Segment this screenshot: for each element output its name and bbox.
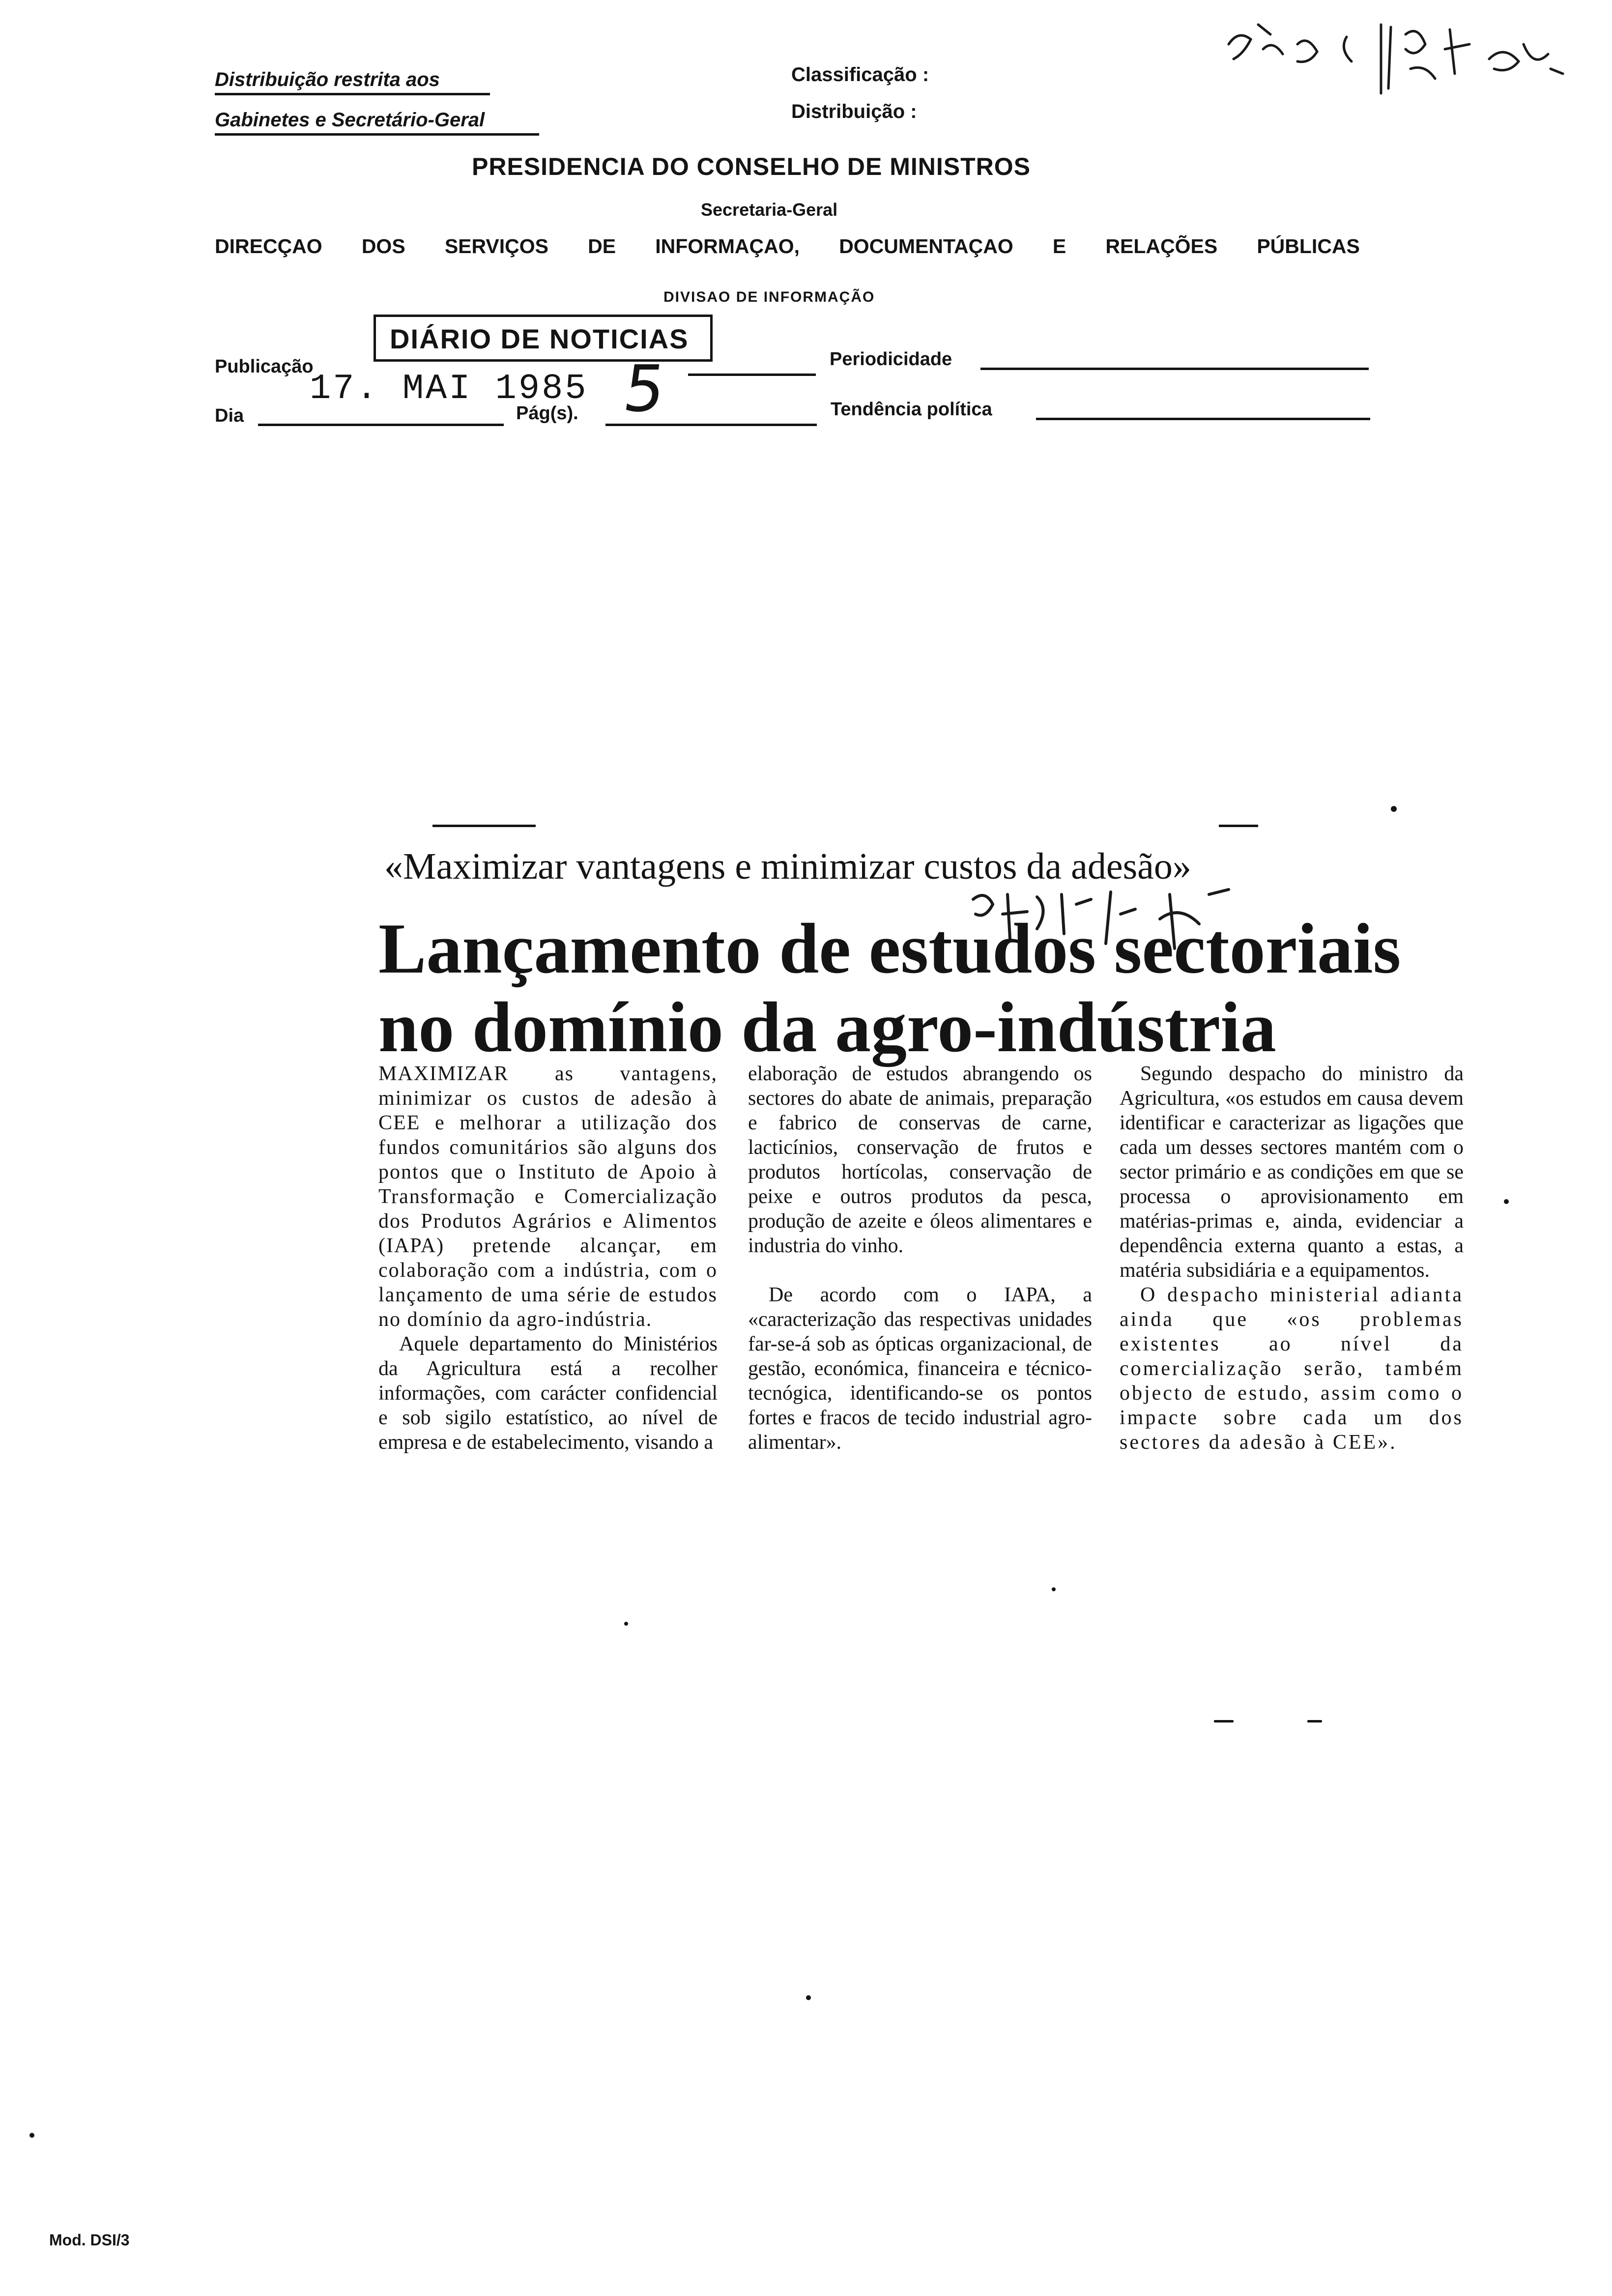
distribution-label: Distribuição : — [791, 101, 917, 122]
handwritten-annotation-icon — [1224, 15, 1568, 98]
scan-speck — [29, 2133, 34, 2138]
scan-speck — [624, 1622, 628, 1626]
directorate-word: PÚBLICAS — [1257, 235, 1360, 258]
paragraph: elaboração de estudos abrangendo os sectores do abate de animais, preparação e fabrico de conservas de carne, lacticínios, conservação de frutos e produtos hortícolas, conservação de peixe e outros produtos da pesca, produção de azeite e óleos alimentares e industria do vinho. — [748, 1062, 1092, 1257]
restriction-line-1: Distribuição restrita aos — [215, 69, 490, 95]
day-label: Dia — [215, 405, 244, 426]
scan-speck — [1307, 1720, 1322, 1722]
scan-speck — [806, 1995, 811, 2000]
directorate-word: E — [1052, 235, 1066, 258]
directorate-word: DE — [588, 235, 616, 258]
political-tendency-label: Tendência política — [831, 399, 992, 420]
headline-line-1: Lançamento de estudos sectoriais — [378, 909, 1401, 988]
presidency-title: PRESIDENCIA DO CONSELHO DE MINISTROS — [472, 153, 1031, 180]
date-stamp: 17. MAI 1985 — [310, 369, 588, 409]
secretariat-title: Secretaria-Geral — [701, 200, 838, 220]
periodicity-line — [980, 368, 1369, 370]
periodicity-label: Periodicidade — [830, 349, 952, 370]
page-number-handwritten: 5 — [619, 351, 670, 426]
paragraph: O despacho ministerial adianta ainda que «os problemas existentes ao nível da comercialização serão, também objecto de estudo, assim como o impacte sobre cada um dos sectores da adesão à CEE». — [1120, 1284, 1464, 1454]
scan-speck — [1391, 806, 1397, 812]
classification-label: Classificação : — [791, 64, 929, 86]
publication-line — [688, 373, 816, 376]
directorate-word: DOS — [361, 235, 405, 258]
paragraph: MAXIMIZAR as vantagens, minimizar os custos de adesão à CEE e melhorar a utilização dos fundos comunitários são alguns dos pontos que o Instituto de Apoio à Transformação e Comercialização dos Produtos Agrários e Alimentos (IAPA) pretende alcançar, em colaboração com a indústria, com o lançamento de uma série de estudos no domínio da agro-indústria. — [378, 1062, 718, 1331]
directorate-word: DIRECÇAO — [215, 235, 322, 258]
article-column-1 — [378, 1062, 718, 1455]
scan-speck — [1214, 1720, 1234, 1722]
directorate-word: RELAÇÕES — [1105, 235, 1218, 258]
scan-speck — [1504, 1199, 1509, 1204]
directorate-word: DOCUMENTAÇAO — [839, 235, 1013, 258]
restriction-line-2: Gabinetes e Secretário-Geral — [215, 109, 539, 136]
day-line — [258, 424, 504, 426]
article-column-2 — [748, 1062, 1092, 1455]
page-line — [605, 424, 817, 426]
scan-speck — [1052, 1587, 1056, 1591]
article-column-3 — [1120, 1062, 1464, 1455]
directorate-word: INFORMAÇAO, — [655, 235, 800, 258]
paragraph: Aquele departamento do Ministérios da Agricultura está a recolher informações, com carácter confidencial e sob sigilo estatístico, ao nível de empresa e de estabelecimento, visando a — [378, 1333, 718, 1454]
newspaper-name: DIÁRIO DE NOTICIAS — [390, 323, 689, 354]
paragraph: De acordo com o IAPA, a «caracterização das respectivas unidades far-se-á sob as ópticas organizacional, de gestão, económica, financeira e técnico-tecnógica, identificando-se os pontos fortes e fracos de tecido industrial agro-alimentar». — [748, 1284, 1092, 1454]
rule-right — [1219, 825, 1258, 827]
form-code: Mod. DSI/3 — [49, 2231, 130, 2249]
directorate-word: SERVIÇOS — [444, 235, 548, 258]
page-label: Pág(s). — [516, 403, 578, 424]
headline-line-2: no domínio da agro-indústria — [378, 987, 1276, 1067]
article-kicker: «Maximizar vantagens e minimizar custos da adesão» — [384, 846, 1191, 887]
article-headline — [378, 909, 1401, 1066]
publication-label: Publicação — [215, 356, 314, 377]
rule-left — [432, 825, 536, 827]
political-tendency-line — [1036, 418, 1370, 420]
paragraph: Segundo despacho do ministro da Agricultura, «os estudos em causa devem identificar e caracterizar as ligações que cada um desses sectores mantém com o sector primário e as condições em que se processa o aprovisionamento em matérias-primas e, ainda, evidenciar a dependência externa quanto a estas, a matéria subsidiária e a equipamentos. — [1120, 1062, 1464, 1282]
division-title: DIVISAO DE INFORMAÇÃO — [663, 289, 875, 305]
directorate-title — [215, 235, 1360, 258]
handwritten-overmark-icon — [963, 885, 1238, 953]
